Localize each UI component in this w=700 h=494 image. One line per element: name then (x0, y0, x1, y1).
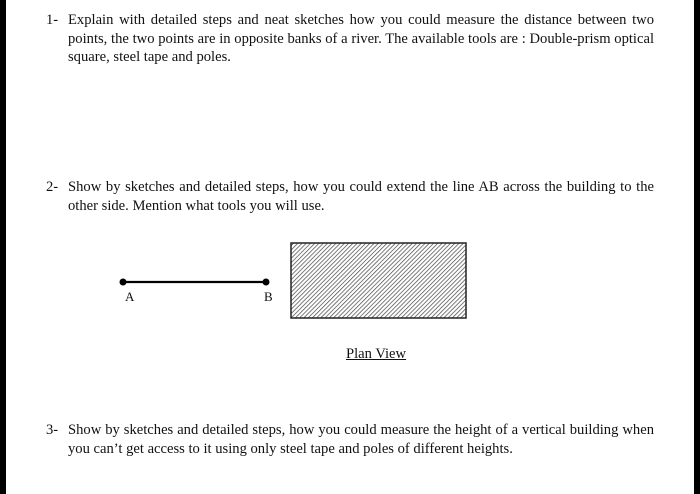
question-1 (46, 11, 654, 67)
document-page (6, 0, 694, 494)
question-1-text: Explain with detailed steps and neat sketches how you could measure the distance between two points, the two points are in opposite banks of a river. The available tools are : Double-prism optical square, steel tape and poles. (68, 12, 654, 65)
line-ab-building-sketch (6, 0, 694, 494)
question-2-number: 2- (46, 179, 59, 195)
question-2-text: Show by sketches and detailed steps, how you could extend the line AB across the building to the other side. Mention what tools you will use. (68, 179, 654, 214)
point-b-label: B (264, 289, 273, 304)
plan-view-caption: Plan View (346, 346, 407, 362)
question-2 (46, 178, 654, 215)
question-1-number: 1- (46, 12, 59, 28)
question-3-text: Show by sketches and detailed steps, how you could measure the height of a vertical building when you can’t get access to it using only steel tape and poles of different heights. (68, 422, 654, 457)
question-3-number: 3- (46, 422, 59, 438)
building-plan (291, 243, 466, 318)
point-a (120, 279, 127, 286)
question-3 (46, 421, 654, 458)
point-a-label: A (125, 289, 135, 304)
point-b (263, 279, 270, 286)
